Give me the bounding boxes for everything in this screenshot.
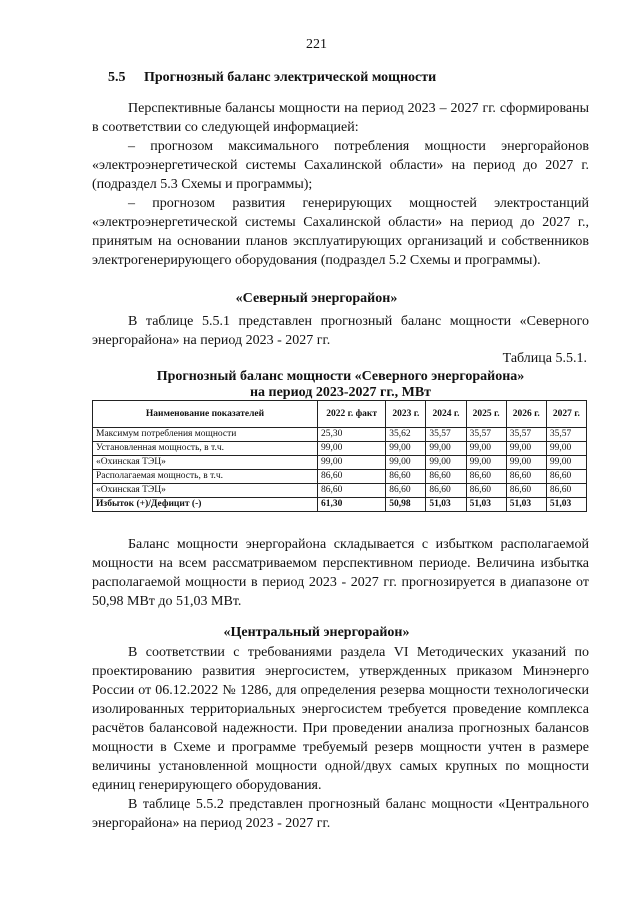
table-row: [93, 456, 587, 470]
table-cell: 99,00: [386, 442, 426, 456]
north-heading: «Северный энергорайон»: [235, 291, 398, 306]
table-cell: 51,03: [546, 498, 586, 512]
column-header: 2027 г.: [546, 401, 586, 428]
table-title-line-2: на период 2023-2027 гг., МВт: [249, 385, 432, 400]
table-number: Таблица 5.5.1.: [502, 351, 587, 366]
north-paragraph-2: Баланс мощности энергорайона складывается с избытком располагаемой мощности на всем рассматриваемом перспективном периоде. Величина избытка располагаемой мощности в период 2023 - 2027 гг. прогнозируется в диапазоне от 50,98 МВт до 51,03 МВт.: [92, 537, 589, 609]
column-header: 2023 г.: [386, 401, 426, 428]
row-label: «Охинская ТЭЦ»: [93, 484, 318, 498]
table-cell: 25,30: [318, 428, 386, 442]
table-cell: 86,60: [386, 484, 426, 498]
table-cell: 35,57: [426, 428, 466, 442]
table-cell: 86,60: [506, 484, 546, 498]
table-cell: 35,62: [386, 428, 426, 442]
central-paragraph-2: В таблице 5.5.2 представлен прогнозный баланс мощности «Центрального энергорайона» на период 2023 - 2027 гг.: [92, 797, 589, 831]
table-cell: 86,60: [506, 470, 546, 484]
table-cell: 86,60: [318, 470, 386, 484]
table-cell: 35,57: [466, 428, 506, 442]
table-cell: 99,00: [506, 456, 546, 470]
table-cell: 86,60: [466, 470, 506, 484]
table-row: [93, 470, 587, 484]
table-cell: 99,00: [546, 442, 586, 456]
table-cell: 86,60: [546, 484, 586, 498]
table-row-total: [93, 498, 587, 512]
row-label: Максимум потребления мощности: [93, 428, 318, 442]
column-header: 2024 г.: [426, 401, 466, 428]
table-cell: 51,03: [506, 498, 546, 512]
row-label: Установленная мощность, в т.ч.: [93, 442, 318, 456]
table-cell: 99,00: [318, 456, 386, 470]
table-cell: 86,60: [546, 470, 586, 484]
north-paragraph-1: В таблице 5.5.1 представлен прогнозный баланс мощности «Северного энергорайона» на период 2023 - 2027 гг.: [92, 314, 589, 348]
section-number: 5.5: [108, 70, 126, 85]
intro-paragraph-2: – прогнозом максимального потребления мощности энергорайонов «электроэнергетической системы Сахалинской области» на период до 2027 г. (подраздел 5.3 Схемы и программы);: [92, 139, 589, 192]
power-balance-table: [92, 400, 587, 512]
table-cell: 99,00: [466, 442, 506, 456]
table-cell: 86,60: [426, 484, 466, 498]
column-header: Наименование показателей: [93, 401, 318, 428]
table-title-line-1: Прогнозный баланс мощности «Северного энергорайона»: [156, 369, 525, 384]
table-cell: 61,30: [318, 498, 386, 512]
central-heading: «Центральный энергорайон»: [223, 625, 410, 640]
page-number: 221: [306, 37, 327, 52]
table-cell: 86,60: [466, 484, 506, 498]
table-cell: 99,00: [546, 456, 586, 470]
table-cell: 99,00: [386, 456, 426, 470]
table-title: [92, 369, 589, 401]
table-cell: 86,60: [426, 470, 466, 484]
column-header: 2026 г.: [506, 401, 546, 428]
table-row: [93, 428, 587, 442]
row-label: Располагаемая мощность, в т.ч.: [93, 470, 318, 484]
table-cell: 50,98: [386, 498, 426, 512]
table-cell: 51,03: [426, 498, 466, 512]
table-cell: 99,00: [318, 442, 386, 456]
table-cell: 99,00: [426, 456, 466, 470]
intro-paragraph-1: Перспективные балансы мощности на период 2023 – 2027 гг. сформированы в соответствии со следующей информацией:: [92, 101, 589, 135]
table-row: [93, 484, 587, 498]
section-title: Прогнозный баланс электрической мощности: [144, 70, 437, 85]
table-cell: 86,60: [318, 484, 386, 498]
table-row: [93, 442, 587, 456]
column-header: 2025 г.: [466, 401, 506, 428]
table-cell: 99,00: [506, 442, 546, 456]
section-heading: [108, 70, 436, 86]
column-header: 2022 г. факт: [318, 401, 386, 428]
table-cell: 86,60: [386, 470, 426, 484]
table-header-row: [93, 401, 587, 428]
table-cell: 51,03: [466, 498, 506, 512]
table-cell: 99,00: [426, 442, 466, 456]
row-label: Избыток (+)/Дефицит (-): [93, 498, 318, 512]
central-paragraph-1: В соответствии с требованиями раздела VI Методических указаний по проектированию развития энергосистем, утвержденных приказом Минэнерго России от 06.12.2022 № 1286, для определения резерва мощности технологически изолированных территориальных энергосистем требуется проведение комплекса расчётов балансовой надежности. При проведении анализа прогнозных балансов мощности в Схеме и программе требуемый резерв мощности учтен в размере величины установленной мощности одной/двух самых крупных по мощности единиц генерирующего оборудования.: [92, 645, 589, 793]
row-label: «Охинская ТЭЦ»: [93, 456, 318, 470]
intro-paragraph-3: – прогнозом развития генерирующих мощностей электростанций «электроэнергетической системы Сахалинской области» на период до 2027 г., принятым на основании планов эксплуатирующих организаций и собственников электрогенерирующего оборудования (подраздел 5.2 Схемы и программы).: [92, 196, 589, 268]
table-cell: 35,57: [506, 428, 546, 442]
table-cell: 35,57: [546, 428, 586, 442]
table-cell: 99,00: [466, 456, 506, 470]
